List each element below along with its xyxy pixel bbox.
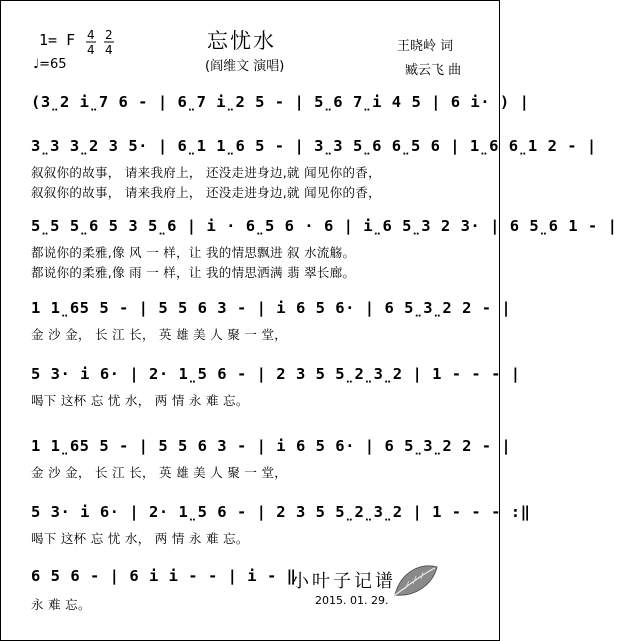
lyric-line: 喝下 这杯 忘 忧 水， 两 情 永 难 忘。 (31, 393, 249, 408)
key-signature: 1= F (39, 31, 76, 49)
lyric-line: 都说你的柔雅,像 风 一 样，让 我的情思飘进 叙 水流觞。 (31, 245, 356, 260)
song-title: 忘忧水 (207, 29, 276, 53)
lyric-line: 金 沙 金， 长 江 长， 英 雄 美 人 聚 一 堂， (31, 465, 288, 480)
transcription-date: 2015. 01. 29. (315, 594, 389, 607)
svg-text:4: 4 (87, 43, 95, 57)
tempo: ♩=65 (33, 57, 67, 72)
notation-row: 1 1̤65 5 - | 5 5 6 3 - | i 6 5 6· | 6 5̤3̤2 2 - | (31, 437, 512, 455)
singer-credit: (阎维文 演唱) (205, 59, 285, 74)
notation-row: 3̤3 3̤2 3 5· | 6̤1 1̤6 5 - | 3̤3 5̤6 6̤5 6 | 1̤6 6̤1 2 - | (31, 137, 597, 155)
svg-text:2: 2 (105, 28, 113, 42)
notation-row-coda: 6 5 6 - | 6 i i - - | i - ‖ (31, 567, 297, 585)
svg-text:4: 4 (87, 28, 95, 42)
svg-text:4: 4 (105, 43, 113, 57)
notation-row: 5 3· i 6· | 2· 1̤5 6 - | 2 3 5 5̤2̤3̤2 | 1 - - - :‖ (31, 503, 531, 521)
notation-row: 5 3· i 6· | 2· 1̤5 6 - | 2 3 5 5̤2̤3̤2 | 1 - - - | (31, 365, 521, 383)
leaf-icon (391, 561, 441, 601)
composer-credit: 臧云飞 曲 (405, 63, 462, 78)
transcriber-signature: 小叶子记谱 (291, 571, 396, 592)
lyric-line: 喝下 这杯 忘 忧 水， 两 情 永 难 忘。 (31, 531, 249, 546)
lyricist-credit: 王晓岭 词 (397, 39, 454, 54)
notation-row: 1 1̤65 5 - | 5 5 6 3 - | i 6 5 6· | 6 5̤3̤2 2 - | (31, 299, 512, 317)
lyric-line: 都说你的柔雅,像 雨 一 样，让 我的情思洒满 翡 翠长廊。 (31, 265, 356, 280)
lyric-line: 永 难 忘。 (31, 597, 91, 612)
lyric-line: 叙叙你的故事， 请来我府上， 还没走进身边,就 闻见你的香， (31, 185, 381, 200)
lyric-line: 叙叙你的故事， 请来我府上， 还没走进身边,就 闻见你的香， (31, 165, 381, 180)
notation-row-intro: (3̤2 i̤7 6 - | 6̤7 i̤2 5 - | 5̤6 7̤i 4 5 | 6 i· ) | (31, 93, 530, 111)
notation-row: 5̤5 5̤6 5 3 5̤6 | i · 6̤5 6 · 6 | i̤6 5̤3 2 3· | 6 5̤6 1 - | (31, 217, 617, 235)
lyric-line: 金 沙 金， 长 江 长， 英 雄 美 人 聚 一 堂， (31, 327, 288, 342)
time-signatures (85, 27, 121, 57)
